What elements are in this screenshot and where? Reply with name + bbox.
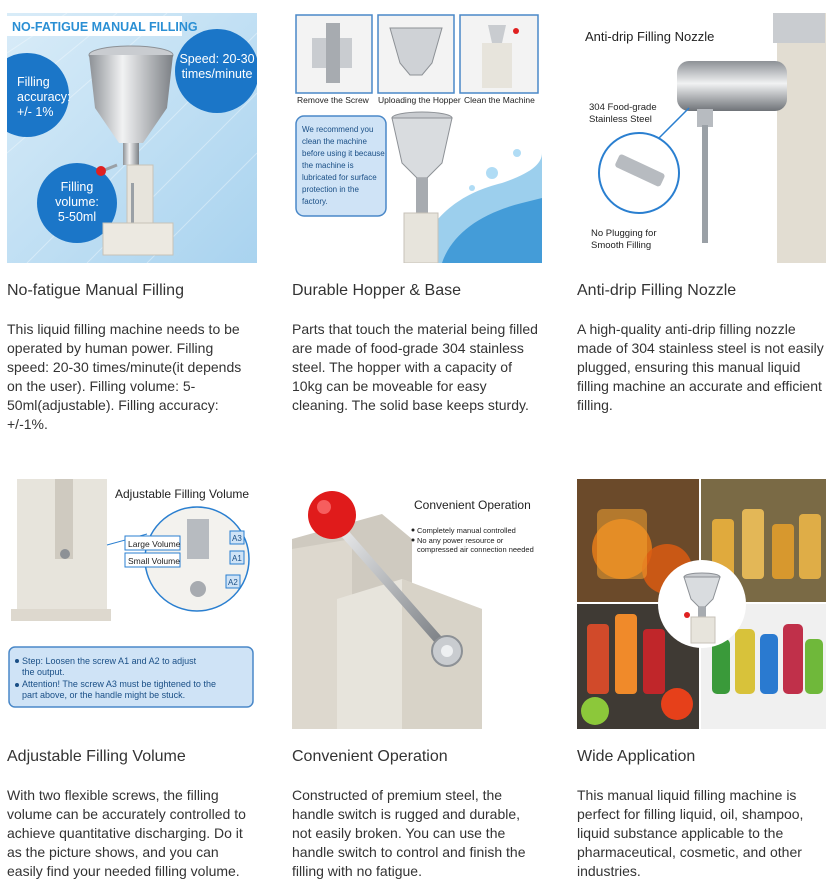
card-title: Wide Application [577,748,696,765]
accuracy-label-2: accuracy: [17,90,71,104]
bullet-no-power-2: compressed air connection needed [417,545,534,554]
card-title: Adjustable Filling Volume [7,748,186,765]
volume-label-2: volume: [55,195,99,209]
caption-remove-screw: Remove the Screw [297,95,369,105]
manual-filling-image [7,13,264,263]
banner-text: NO-FATIGUE MANUAL FILLING [12,20,198,34]
small-volume-label: Small Volume [128,556,180,566]
large-volume-label: Large Volume [128,539,181,549]
card-title: Convenient Operation [292,748,448,765]
note-line-4: the machine is [302,161,354,170]
volume-label-3: 5-50ml [57,210,97,224]
speed-label: Speed: 20-30 [179,52,255,66]
steel-label-1: 304 Food-grade [589,102,657,113]
attention-line-2: part above, or the handle might be stuck. [22,690,186,700]
hopper-base-image [292,13,549,263]
operation-heading: Convenient Operation [414,498,531,512]
volume-label-1: Filling [60,180,94,194]
card-description: Parts that touch the material being filled are made of food-grade 304 stainless steel. The hopper with a capacity of 10kg can be moveable for easy cleaning. The solid base keeps sturdy. [292,321,538,413]
steel-label-2: Stainless Steel [589,114,652,125]
wide-application-image [577,479,826,729]
card-description: A high-quality anti-drip filling nozzle made of 304 stainless steel is not easily plugged, ensuring this manual liquid filling machine an accurate and efficient filling. [577,321,824,413]
card-description: With two flexible screws, the filling volume can be accurately controlled to achieve quantitative discharging. Do it as the picture shows, and you can easily find your needed filling volume. [7,787,246,879]
note-line-2: clean the machine [302,137,367,146]
card-title: Anti-drip Filling Nozzle [577,282,737,299]
screw-a1-label: A1 [232,554,242,563]
card-title: No-fatigue Manual Filling [7,282,184,299]
card-description: Constructed of premium steel, the handle switch is rugged and durable, not easily broken. You can use the handle switch to control and finish the filling with no fatigue. [292,787,526,879]
step-line-1: Step: Loosen the screw A1 and A2 to adjust [22,656,197,666]
screw-a2-label: A2 [228,578,238,587]
accuracy-label-3: +/- 1% [17,105,54,119]
caption-upload-hopper: Uploading the Hopper [378,95,461,105]
card-description: This manual liquid filling machine is perfect for filling liquid, oil, shampoo, liquid substance applicable to the pharmaceutical, cosmetic, and other industries. [577,787,804,879]
convenient-operation-image [292,479,549,729]
screw-a3-label: A3 [232,534,242,543]
plugging-label-1: No Plugging for [591,228,657,239]
card-description: This liquid filling machine needs to be operated by human power. Filling speed: 20-30 times/minute(it depends on the user). Filling volume: 5-50ml(adjustable). Filling accuracy: +/-1%. [7,321,242,432]
plugging-label-2: Smooth Filling [591,240,652,251]
note-line-7: factory. [302,197,328,206]
volume-heading: Adjustable Filling Volume [115,487,250,501]
step-line-2: the output. [22,667,65,677]
caption-clean-machine: Clean the Machine [464,95,535,105]
bullet-manual-control: Completely manual controlled [417,526,516,535]
note-line-5: lubricated for surface [302,173,377,182]
note-line-6: protection in the [302,185,359,194]
anti-drip-nozzle-image [577,13,826,263]
note-line-3: before using it because [302,149,385,158]
accuracy-label-1: Filling [17,75,50,89]
attention-line-1: Attention! The screw A3 must be tightened to the [22,679,216,689]
note-line-1: We recommend you [302,125,374,134]
card-title: Durable Hopper & Base [292,282,461,299]
speed-unit-label: times/minute [181,67,253,81]
bullet-no-power-1: No any power resource or [417,536,504,545]
nozzle-heading: Anti-drip Filling Nozzle [585,29,715,44]
adjustable-volume-image [7,479,264,729]
